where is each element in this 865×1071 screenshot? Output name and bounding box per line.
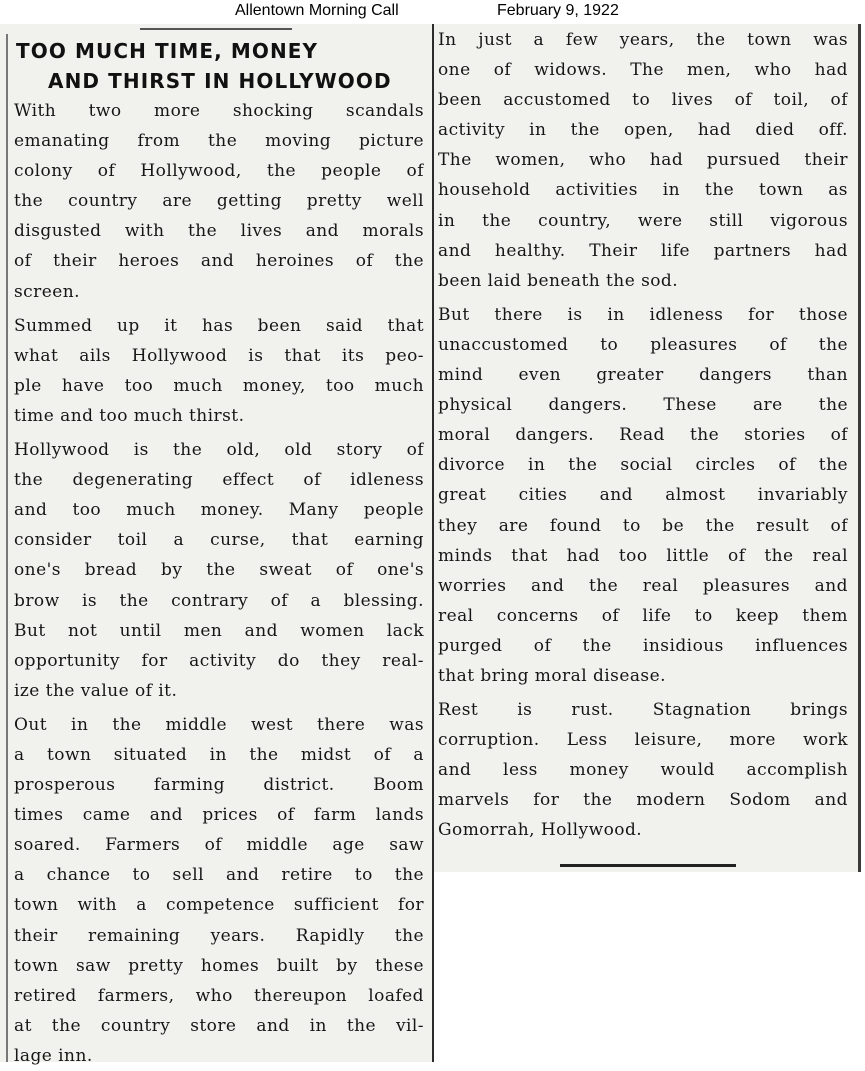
text-line: retired farmers, who thereupon loafed xyxy=(14,985,424,1006)
text-line: moral dangers. Read the stories of xyxy=(438,425,848,446)
text-line: real concerns of life to keep them xyxy=(438,605,848,626)
text-line: the country are getting pretty well xyxy=(14,191,424,212)
text-line: lage inn. xyxy=(14,1045,93,1066)
text-line: Out in the middle west there was xyxy=(14,714,424,735)
text-line: that bring moral disease. xyxy=(438,665,666,686)
text-line: divorce in the social circles of the xyxy=(438,455,848,476)
text-line: one's bread by the sweat of one's xyxy=(14,560,424,581)
text-line: and too much money. Many people xyxy=(14,500,424,521)
headline-line-1: TOO MUCH TIME, MONEY xyxy=(16,39,319,63)
text-line: times came and prices of farm lands xyxy=(14,805,424,826)
text-line: ple have too much money, too much xyxy=(14,375,424,396)
article-paragraph xyxy=(438,25,848,296)
text-line: Gomorrah, Hollywood. xyxy=(438,820,643,841)
text-line: disgusted with the lives and morals xyxy=(14,221,424,242)
text-line: Summed up it has been said that xyxy=(14,315,424,336)
text-line: marvels for the modern Sodom and xyxy=(438,790,848,811)
text-line: activity in the open, had died off. xyxy=(438,120,848,141)
text-line: their remaining years. Rapidly the xyxy=(14,925,424,946)
text-line: town saw pretty homes built by these xyxy=(14,955,424,976)
text-line: With two more shocking scandals xyxy=(14,101,424,121)
article-end-rule xyxy=(560,864,736,867)
article-paragraph xyxy=(438,300,848,691)
text-line: But not until men and women lack xyxy=(14,620,424,641)
column-divider xyxy=(432,24,434,1062)
article-paragraph xyxy=(14,311,424,431)
right-column-edge xyxy=(858,24,861,872)
text-line: what ails Hollywood is that its peo- xyxy=(14,345,424,366)
text-line: been laid beneath the sod. xyxy=(438,270,679,291)
text-line: time and too much thirst. xyxy=(14,405,245,426)
article-right-column xyxy=(438,25,848,846)
text-line: consider toil a curse, that earning xyxy=(14,530,424,551)
text-line: unaccustomed to pleasures of the xyxy=(438,334,848,355)
text-line: Rest is rust. Stagnation brings xyxy=(438,700,848,721)
text-line: the degenerating effect of idleness xyxy=(14,470,424,491)
text-line: ize the value of it. xyxy=(14,680,178,701)
text-line: screen. xyxy=(14,281,80,302)
clipping-caption xyxy=(0,0,865,24)
text-line: great cities and almost invariably xyxy=(438,485,848,506)
text-line: of their heroes and heroines of the xyxy=(14,251,424,272)
text-line: Hollywood is the old, old story of xyxy=(14,440,424,461)
article-paragraph xyxy=(14,710,424,1071)
left-column-edge xyxy=(6,34,8,1062)
headline-line-2: AND THIRST IN HOLLYWOOD xyxy=(48,69,392,93)
text-line: a chance to sell and retire to the xyxy=(14,865,424,886)
text-line: worries and the real pleasures and xyxy=(438,575,848,596)
publication-date: February 9, 1922 xyxy=(497,2,619,19)
text-line: emanating from the moving picture xyxy=(14,131,424,152)
publication-name: Allentown Morning Call xyxy=(235,2,399,19)
text-line: in the country, were still vigorous xyxy=(438,210,848,231)
text-line: soared. Farmers of middle age saw xyxy=(14,835,424,856)
article-paragraph xyxy=(14,96,424,307)
text-line: town with a competence sufficient for xyxy=(14,895,424,916)
text-line: one of widows. The men, who had xyxy=(438,60,848,81)
text-line: a town situated in the midst of a xyxy=(14,744,424,765)
article-paragraph xyxy=(14,435,424,706)
article-paragraph xyxy=(438,695,848,845)
text-line: and less money would accomplish xyxy=(438,760,848,781)
text-line: prosperous farming district. Boom xyxy=(14,775,424,796)
text-line: The women, who had pursued their xyxy=(438,150,848,171)
text-line: opportunity for activity do they real- xyxy=(14,650,424,671)
text-line: corruption. Less leisure, more work xyxy=(438,730,848,751)
text-line: they are found to be the result of xyxy=(438,515,848,536)
text-line: brow is the contrary of a blessing. xyxy=(14,590,424,611)
text-line: But there is in idleness for those xyxy=(438,304,848,325)
text-line: been accustomed to lives of toil, of xyxy=(438,90,848,111)
text-line: In just a few years, the town was xyxy=(438,30,848,50)
article-left-column xyxy=(14,36,424,1071)
top-rule xyxy=(140,28,292,30)
text-line: physical dangers. These are the xyxy=(438,395,848,416)
text-line: and healthy. Their life partners had xyxy=(438,240,848,261)
text-line: at the country store and in the vil- xyxy=(14,1015,424,1036)
text-line: mind even greater dangers than xyxy=(438,365,848,386)
text-line: household activities in the town as xyxy=(438,180,848,201)
text-line: colony of Hollywood, the people of xyxy=(14,161,424,182)
text-line: minds that had too little of the real xyxy=(438,545,848,566)
article-headline xyxy=(14,36,424,96)
text-line: purged of the insidious influences xyxy=(438,635,848,656)
